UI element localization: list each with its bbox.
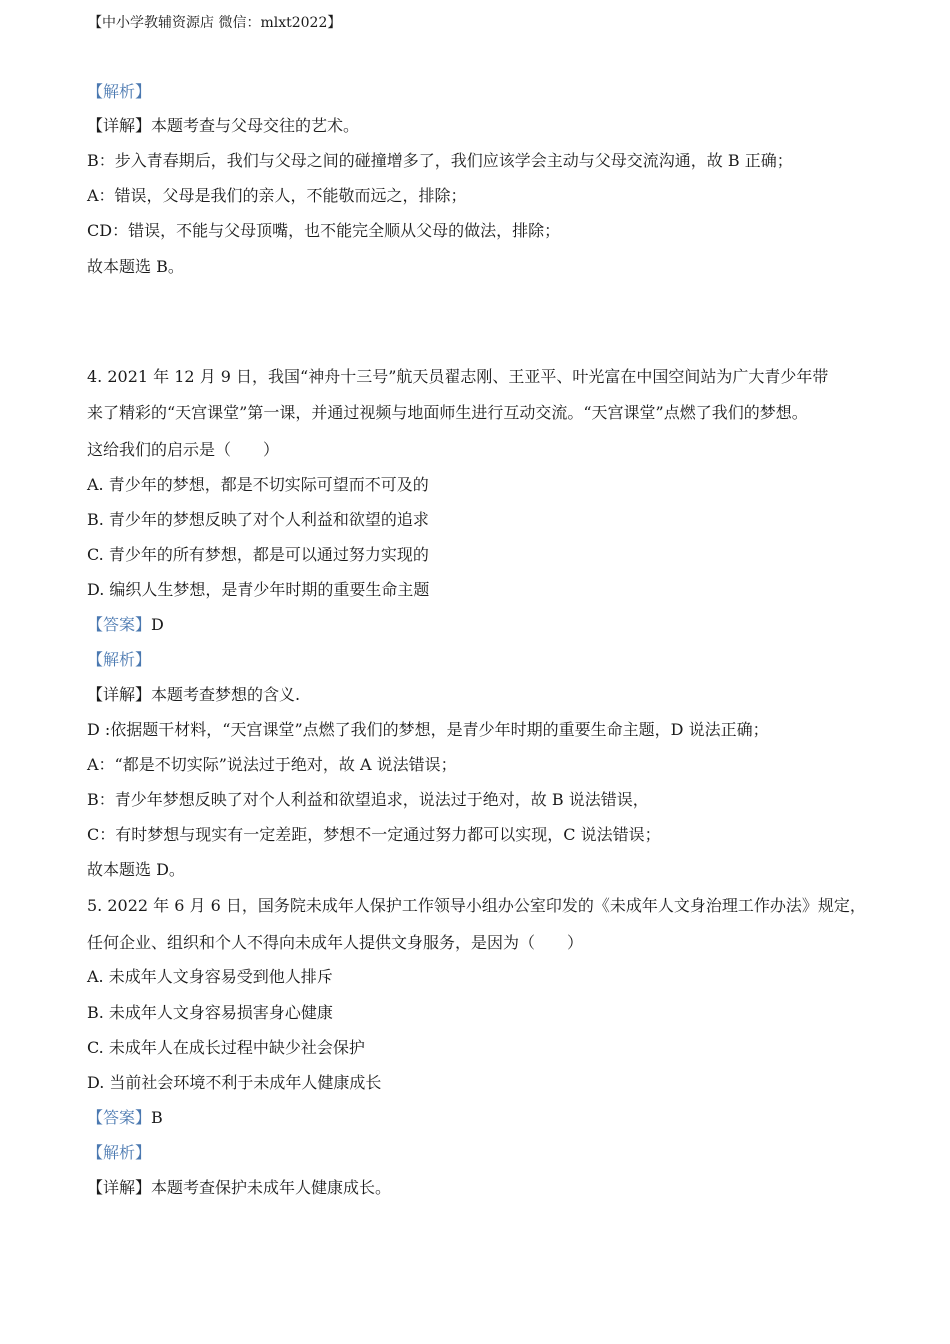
question-5-answer [87, 1107, 163, 1129]
detail-line: 【详解】本题考查与父母交往的艺术。 [87, 116, 360, 135]
analysis-line: A：“都是不切实际”说法过于绝对，故 A 说法错误； [87, 755, 457, 774]
analysis-line: C：有时梦想与现实有一定差距，梦想不一定通过努力都可以实现，C 说法错误； [87, 825, 661, 844]
question-5-stem: 任何企业、组织和个人不得向未成年人提供文身服务，是因为（ ） [87, 933, 584, 952]
page-header: 【中小学教辅资源店 微信：mlxt2022】 [88, 15, 342, 31]
question-4-stem: 4. 2021 年 12 月 9 日，我国“神舟十三号”航天员翟志刚、王亚平、叶光富在中国空间站为广大青少年带 [87, 367, 829, 386]
question-4-option-d: D. 编织人生梦想，是青少年时期的重要生命主题 [87, 580, 430, 599]
question-4-option-c: C. 青少年的所有梦想，都是可以通过努力实现的 [87, 545, 429, 564]
question-4-option-b: B. 青少年的梦想反映了对个人利益和欲望的追求 [87, 510, 429, 529]
question-5-option-b: B. 未成年人文身容易损害身心健康 [87, 1003, 333, 1022]
question-5-option-c: C. 未成年人在成长过程中缺少社会保护 [87, 1038, 365, 1057]
analysis-line: B：青少年梦想反映了对个人利益和欲望追求，说法过于绝对，故 B 说法错误， [87, 790, 649, 809]
answer-value: D [151, 615, 164, 634]
analysis-line: B：步入青春期后，我们与父母之间的碰撞增多了，我们应该学会主动与父母交流沟通，故 B 正确； [87, 151, 793, 170]
analysis-label: 【解析】 [87, 650, 152, 669]
analysis-label: 【解析】 [87, 1143, 152, 1162]
analysis-line: CD：错误，不能与父母顶嘴，也不能完全顺从父母的做法，排除； [87, 221, 561, 240]
question-4-answer [87, 614, 164, 636]
analysis-line: A：错误，父母是我们的亲人，不能敬而远之，排除； [87, 186, 467, 205]
detail-line: 【详解】本题考查梦想的含义. [87, 685, 301, 704]
question-4-stem: 这给我们的启示是（ ） [87, 440, 280, 459]
answer-label: 【答案】 [87, 615, 152, 634]
analysis-line: D :依据题干材料，“天宫课堂”点燃了我们的梦想，是青少年时期的重要生命主题，D 说法正确； [87, 720, 769, 739]
question-5-stem: 5. 2022 年 6 月 6 日，国务院未成年人保护工作领导小组办公室印发的《未成年人文身治理工作办法》规定， [87, 896, 866, 915]
detail-line: 【详解】本题考查保护未成年人健康成长。 [87, 1178, 392, 1197]
conclusion-line: 故本题选 D。 [87, 860, 185, 879]
question-5-option-a: A. 未成年人文身容易受到他人排斥 [87, 967, 333, 986]
conclusion-line: 故本题选 B。 [87, 257, 184, 276]
answer-value: B [151, 1108, 163, 1127]
question-4-stem: 来了精彩的“天宫课堂”第一课，并通过视频与地面师生进行互动交流。“天宫课堂”点燃了我们的梦想。 [87, 403, 808, 422]
question-5-option-d: D. 当前社会环境不利于未成年人健康成长 [87, 1073, 382, 1092]
answer-label: 【答案】 [87, 1108, 152, 1127]
question-4-option-a: A. 青少年的梦想，都是不切实际可望而不可及的 [87, 475, 429, 494]
analysis-label: 【解析】 [87, 82, 152, 101]
